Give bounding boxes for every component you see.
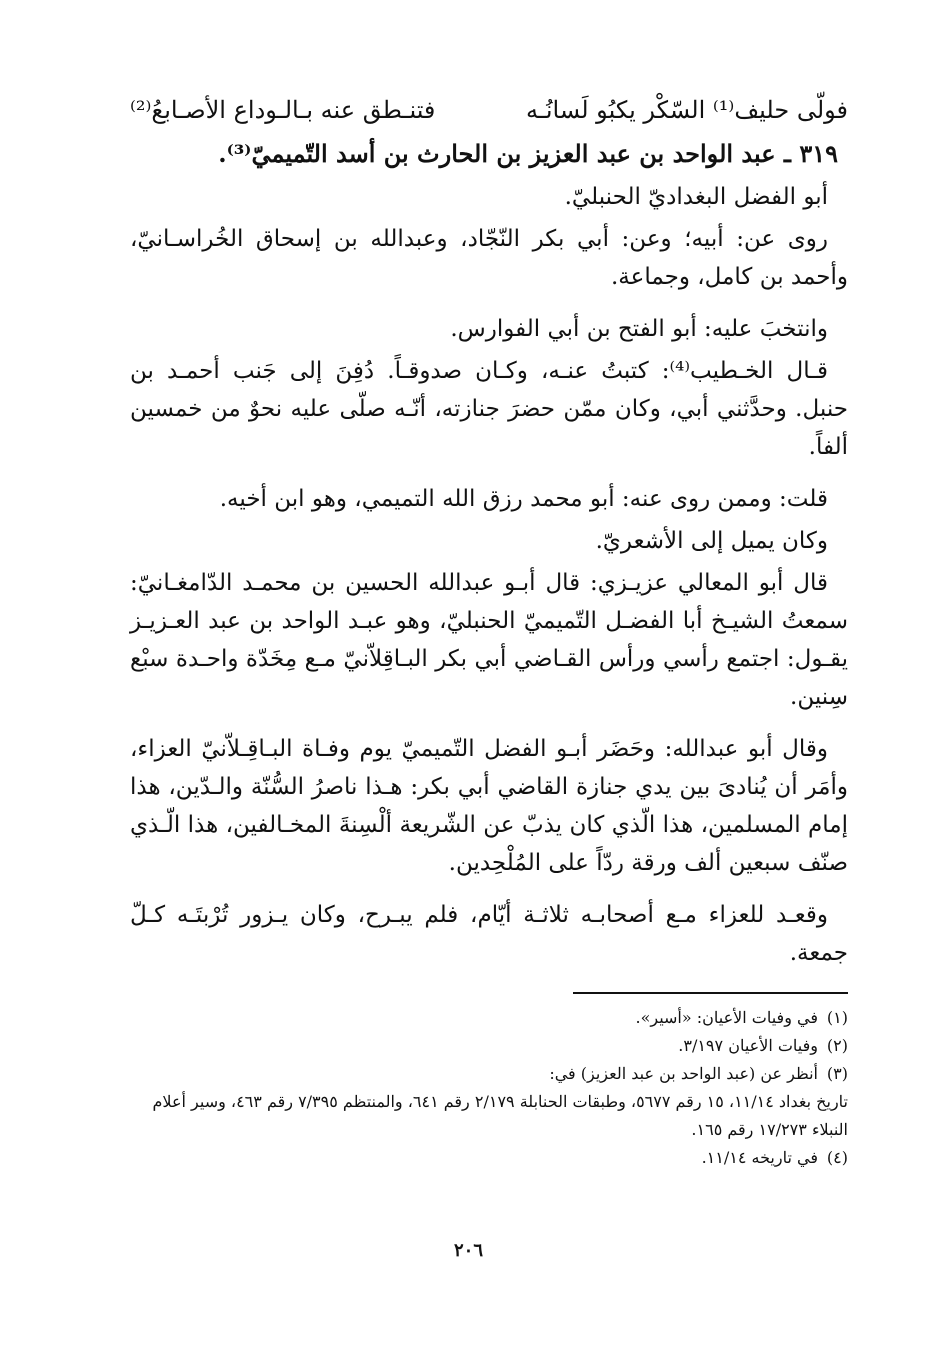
footnote-number: (١) xyxy=(826,1008,848,1027)
footnote-text: في تاريخه ١١/١٤. xyxy=(701,1148,818,1167)
paragraph-ashari: وكان يميل إلى الأشعريّ. xyxy=(595,528,828,554)
paragraph-abu-al-maali: قال أبو المعالي عزيـزي: قال أبـو عبدالله الحسين بن محمـد الدّامغـانيّ: سمعتُ الشيـخ أبا الفضـل التّميميّ الحنبليّ، وهو عبـد الواحد بن عبد العـزيـز يقـول: اجتمع رأسي ورأس القـاضي أبي بكر البـاقِلاّنيّ مـع مِخَدّة واحـدة سبْع سِنين. xyxy=(130,570,848,710)
footnote-3 xyxy=(130,1060,848,1088)
footnote-3-sources xyxy=(130,1088,848,1144)
footnote-divider xyxy=(573,992,848,994)
footnotes xyxy=(130,1004,848,1172)
verse-first-hemistich: فولّى حليف⁽¹⁾ السّكْر يكبُو لَسانُـه xyxy=(525,96,848,124)
paragraph-khatib: قـال الخـطيب⁽⁴⁾: كتبتُ عنـه، وكـان صدوقـاً. دُفِنَ إلى جَنب أحمـد بن حنبل. وحدَّثني أبي، وكان ممّن حضرَ جنازته، أنّـه صلّى عليه نحوٌ من خمسين ألفاً. xyxy=(130,358,848,460)
entry-heading: ٣١٩ ـ عبد الواحد بن عبد العزيز بن الحارث بن أسد التّميميّ⁽³⁾. xyxy=(218,139,838,168)
paragraph-kunya: أبو الفضل البغداديّ الحنبليّ. xyxy=(564,184,828,210)
paragraph-narrated-from: روى عن: أبيه؛ وعن: أبي بكر النّجّاد، وعبدالله بن إسحاق الخُراسـانيّ، وأحمد بن كامل، وجماعة. xyxy=(130,226,848,290)
paragraph-mourning: وقعـد للعزاء مـع أصحابـه ثلاثـة أيّام، فلم يبـرح، وكان يـزور تُرْبتَـه كـلّ جمعة. xyxy=(130,902,848,966)
paragraph-selection: وانتخبَ عليه: أبو الفتح بن أبي الفوارس. xyxy=(450,316,828,342)
footnote-text: في وفيات الأعيان: «أسير». xyxy=(635,1008,818,1027)
footnote-number: (٤) xyxy=(826,1148,848,1167)
footnote-2 xyxy=(130,1032,848,1060)
footnote-number: (٢) xyxy=(826,1036,848,1055)
footnote-number: (٣) xyxy=(826,1064,848,1083)
poetry-verse xyxy=(130,92,848,128)
paragraph-abu-abdallah: وقال أبو عبدالله: وحَضَر أبـو الفضل التّميميّ يوم وفـاة البـاقِـلاّنيّ العزاء، وأمَر أن يُنادىَ بين يدي جنازة القاضي أبي بكر: هـذا ناصرُ السُّنّة والـدّين، هذا إمام المسلمين، هذا الّذي كان يذبّ عن الشّريعة ألْسِنةَ المخـالفين، هذا الّـذي صنّف سبعين ألف ورقة ردّاً على المُلْحِدين. xyxy=(130,736,848,876)
page-number: ٢٠٦ xyxy=(453,1240,483,1261)
footnote-text: أنظر عن (عبد الواحد بن عبد العزيز) في: xyxy=(549,1064,818,1083)
footnote-text: تاريخ بغداد ١١/١٤، ١٥ رقم ٥٦٧٧، وطبقات الحنابلة ٢/١٧٩ رقم ٦٤١، والمنتظم ٧/٣٩٥ رقم ٤٦٣، وسير أعلام النبلاء ١٧/٢٧٣ رقم ١٦٥. xyxy=(152,1092,848,1139)
page-body xyxy=(130,92,848,1172)
footnote-1 xyxy=(130,1004,848,1032)
paragraph-narrators: قلت: وممن روى عنه: أبو محمد رزق الله التميمي، وهو ابن أخيه. xyxy=(219,486,828,512)
verse-second-hemistich: فتنـطق عنه بـالـوداع الأصـابعُ⁽²⁾ xyxy=(130,96,436,124)
footnote-4 xyxy=(130,1144,848,1172)
footnote-text: وفيات الأعيان ٣/١٩٧. xyxy=(678,1036,818,1055)
